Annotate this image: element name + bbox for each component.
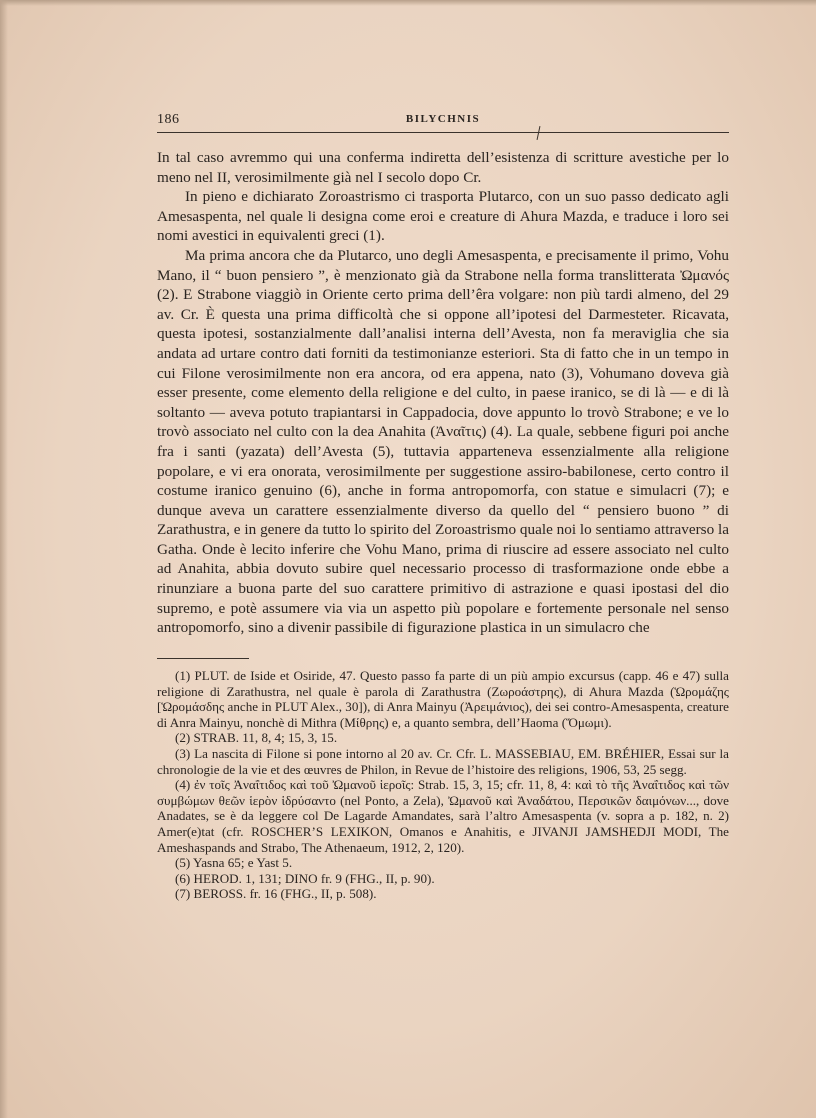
page-header <box>157 112 729 134</box>
footnote: (6) HEROD. 1, 131; DINO fr. 9 (FHG., II, p. 90). <box>175 870 435 886</box>
footnotes <box>157 668 729 902</box>
footnote: (1) PLUT. de Iside et Osiride, 47. Questo passo fa parte di un più ampio excursus (capp. 46 e 47) sulla religione di Zarathustra, nel quale è parola di Zarathustra (Ζωροάστρης), di Ahura Mazda (Ὡρομάζης [Ὡρομάσδης anche in PLUT Alex., 30]), di Anra Mainyu (Ἀρειμάνιος), dei sei contro-Amesaspenta, creature di Anra Mainyu, nonchè di Mithra (Μίθρης) e, a quanto sembra, dell’Haoma (Ὅμωμι). <box>157 668 729 730</box>
page-edge-shadow-left <box>0 0 8 1118</box>
page-number: 186 <box>157 112 180 127</box>
footnote-separator <box>157 658 249 659</box>
page-edge-shadow-top <box>0 0 816 6</box>
header-rule <box>157 132 729 133</box>
body-paragraph: In tal caso avremmo qui una conferma indiretta dell’esistenza di scritture avestiche per lo meno nel II, verosimilmente già nel I secolo dopo Cr. <box>157 149 729 186</box>
footnote: (7) BEROSS. fr. 16 (FHG., II, p. 508). <box>175 886 377 902</box>
body-paragraph: In pieno e dichiarato Zoroastrismo ci trasporta Plutarco, con un suo passo dedicato agli Amesaspenta, nel quale li designa come eroi e creature di Ahura Mazda, e traduce i loro sei nomi avestici in equivalenti greci (1). <box>157 188 729 245</box>
running-title: BILYCHNIS <box>405 113 481 125</box>
body-text <box>157 148 729 638</box>
footnote: (5) Yasna 65; e Yast 5. <box>175 855 293 871</box>
body-paragraph: Ma prima ancora che da Plutarco, uno degli Amesaspenta, e precisamente il primo, Vohu Mano, il “ buon pensiero ”, è menzionato già da Strabone nella forma translitterata Ὠμανός (2). E Strabone viaggiò in Oriente certo prima dell’êra volgare: non più tardi almeno, del 29 av. Cr. È questa una prima difficoltà che si oppone all’ipotesi del Darmesteter. Ricavata, questa ipotesi, sostanzialmente dall’analisi interna dell’Avesta, non fa meraviglia che sia andata ad urtare contro dati forniti da testimonianze esteriori. Sta di fatto che in un tempo in cui Filone verosimilmente non era ancora, od era appena, nato (3), Vohumano doveva già esser presente, come elemento della religione e del culto, in paese iranico, se di là — e di là soltanto — aveva potuto trapiantarsi in Cappadocia, dove appunto lo trovò Strabone; e ve lo trovò associato nel culto con la dea Anahita (Ἀναῖτις) (4). La quale, sebbene figuri poi anche fra i santi (yazata) dell’Avesta (5), tuttavia apparteneva essenzialmente alla religione popolare, e vi era onorata, verosimilmente per suggestione assiro-babilonese, certo contro il costume iranico genuino (6), anche in forma antropomorfa, con statue e simulacri (7); e dunque aveva un carattere essenzialmente diverso da quello del “ pensiero buono ” di Zarathustra, e in genere da tutto lo spirito del Zoroastrismo quale noi lo sentiamo attraverso la Gatha. Onde è lecito inferire che Vohu Mano, prima di riuscire ad essere associato nel culto ad Anahita, abbia dovuto subire quel necessario processo di trasformazione onde ebbe a rinunziare a buona parte del suo carattere primitivo di astrazione e quasi ipostasi del dio supremo, e potè assumere via via un aspetto più popolare e fortemente personale nel senso antropomorfo, sino a divenir passibile di figurazione plastica in un simulacro che <box>157 246 729 637</box>
footnote: (3) La nascita di Filone si pone intorno al 20 av. Cr. Cfr. L. MASSEBIAU, EM. BRÉHIER, Essai sur la chronologie de la vie et des œuvres de Philon, in Revue de l’histoire des religions, 1906, 53, 25 segg. <box>157 745 729 777</box>
footnote: (4) ἐν τοῖς Ἀναΐτιδος καὶ τοῦ Ὠμανοῦ ἱεροῖς: Strab. 15, 3, 15; cfr. 11, 8, 4: καὶ τὸ τῆς Ἀναΐτιδος καὶ τῶν συμβώμων θεῶν ἱερὸν ἱδρύσαντο (nel Ponto, a Zela), Ὠμανοῦ καὶ Ἀναδάτου, Περσικῶν δαιμόνων..., dove Anadates, se è da leggere col De Lagarde Amandates, sarà l’altro Amesaspenta (v. sopra a p. 182, n. 2) Amer(e)tat (cfr. ROSCHER’S LEXIKON, Omanos e Anahitis, e JIVANJI JAMSHEDJI MODI, The Ameshaspands and Strabo, The Athenaeum, 1912, 2, 120). <box>157 777 729 855</box>
footnote: (2) STRAB. 11, 8, 4; 15, 3, 15. <box>175 730 338 746</box>
